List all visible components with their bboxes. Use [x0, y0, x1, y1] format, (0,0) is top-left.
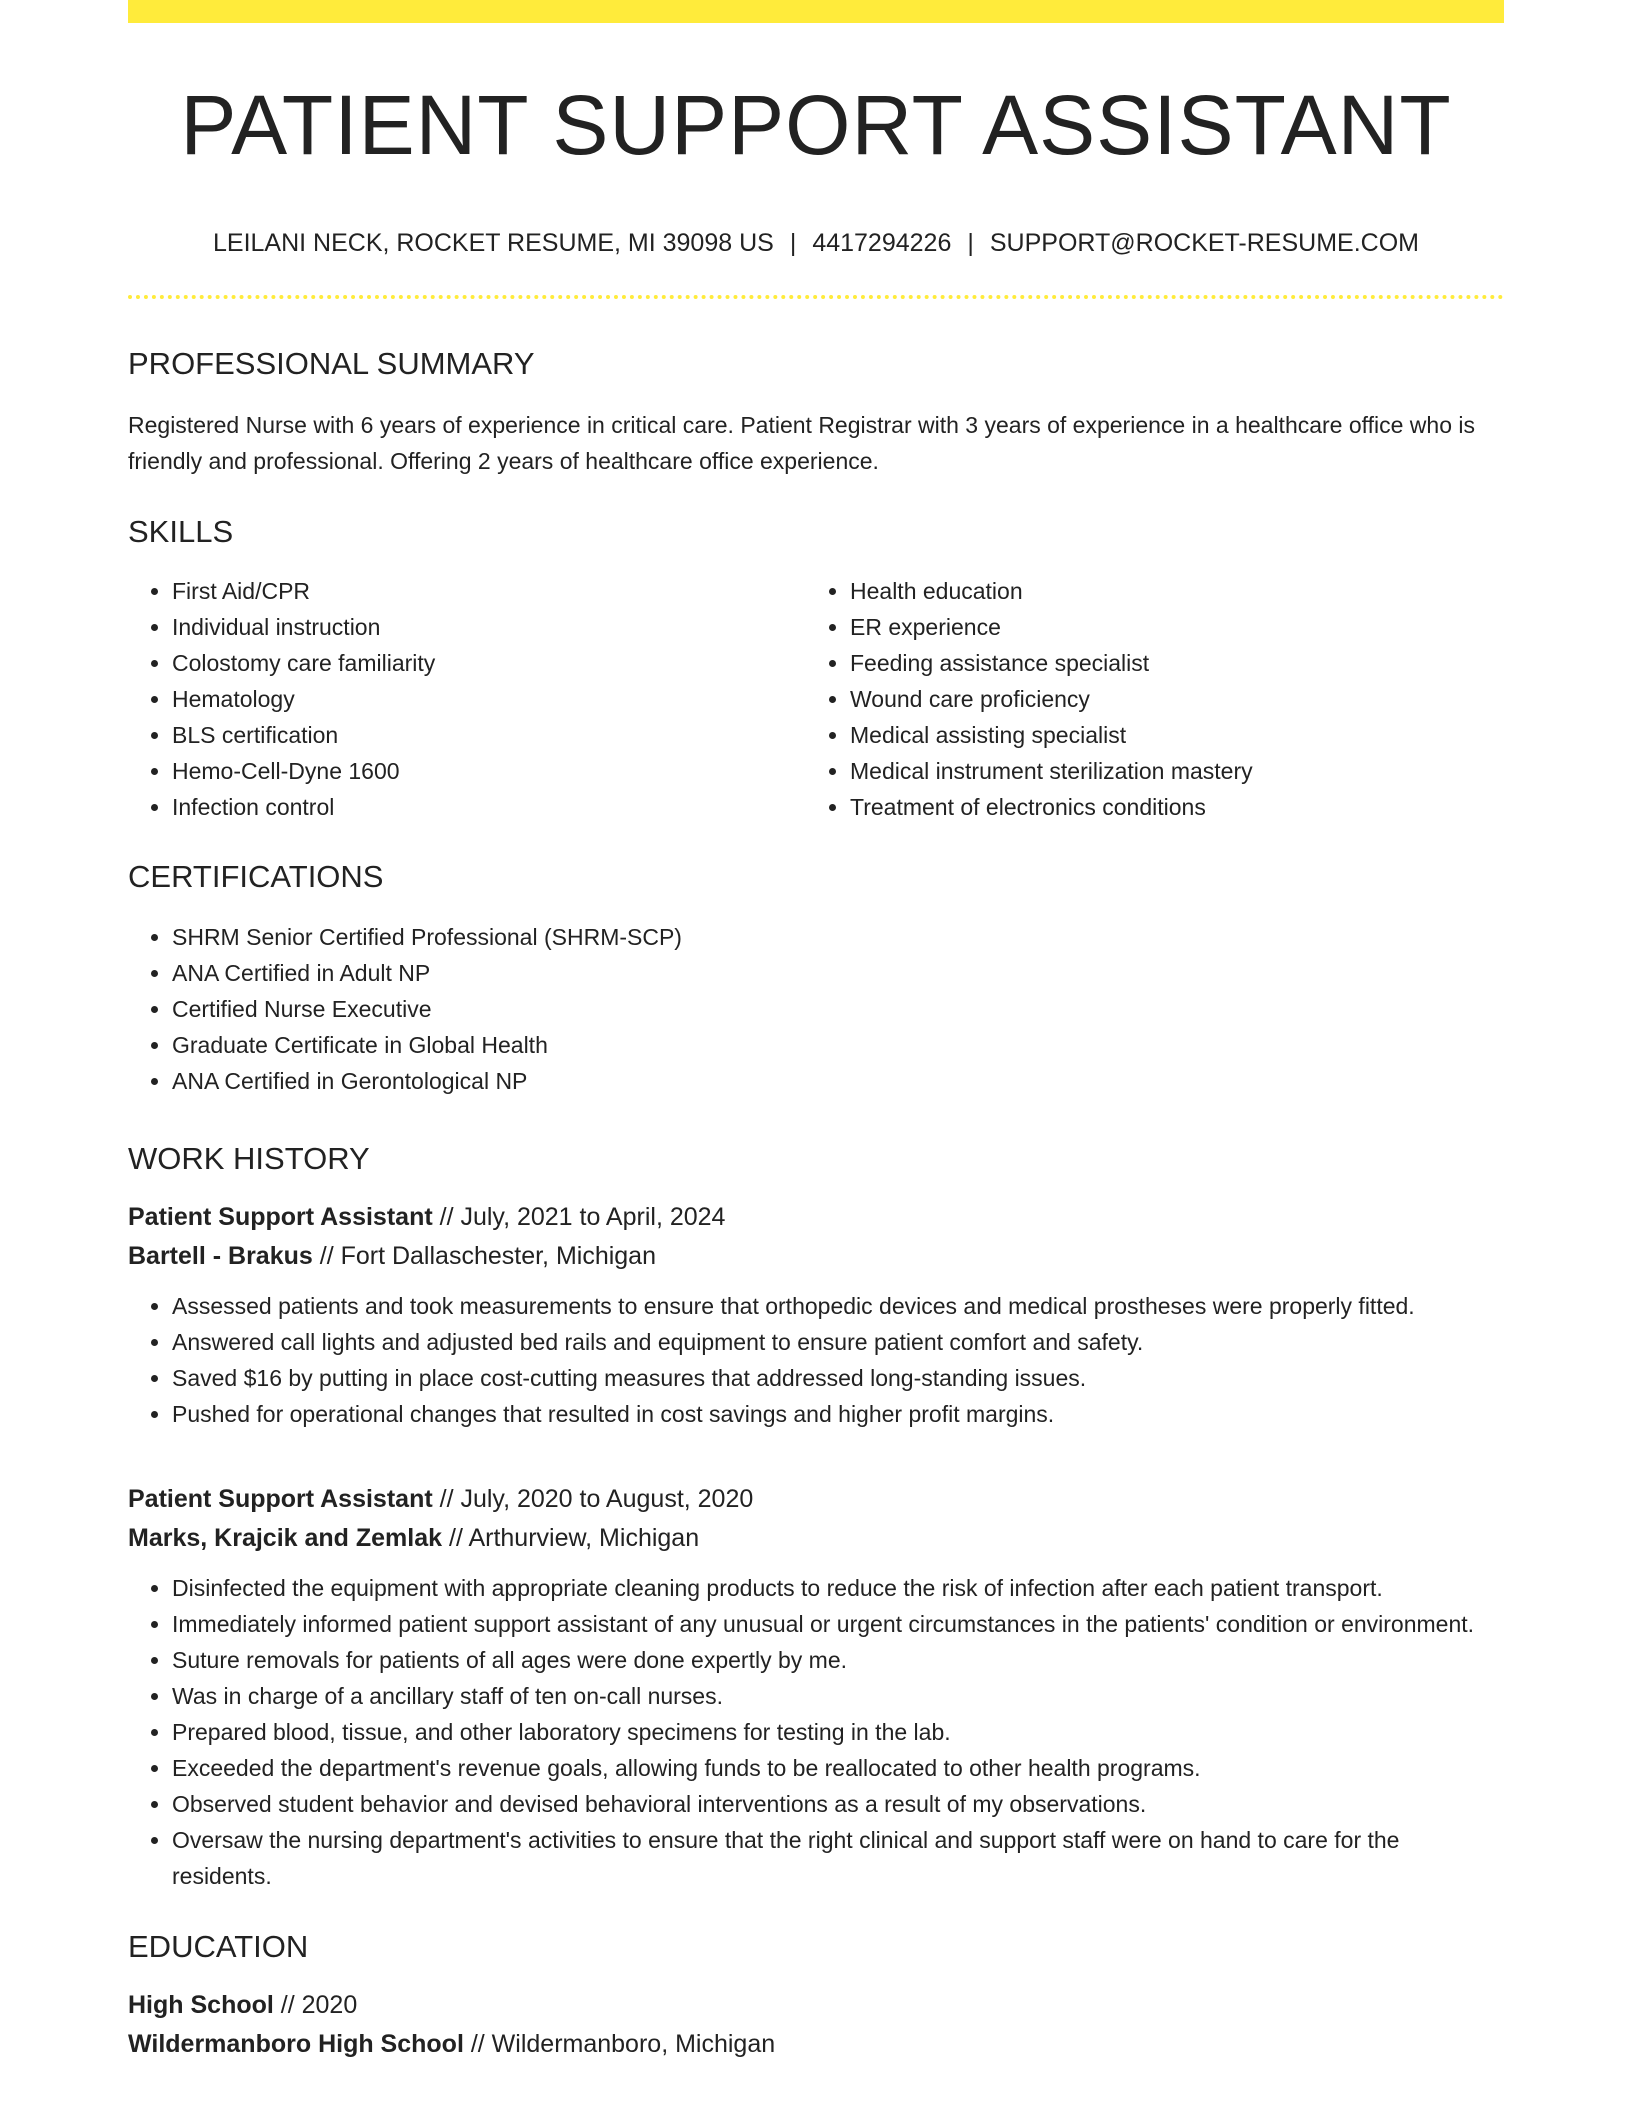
job-company-line [128, 1519, 1504, 1558]
skill-item: • Medical instrument sterilization mastery [850, 753, 1484, 789]
work-history-heading: WORK HISTORY [128, 1141, 370, 1176]
skill-item: • Infection control [172, 789, 806, 825]
certification-item: • ANA Certified in Adult NP [172, 955, 1504, 991]
job-bullet: • Saved $16 by putting in place cost-cutting measures that addressed long-standing issues. [172, 1360, 1504, 1396]
certifications-heading: CERTIFICATIONS [128, 859, 384, 894]
resume-page [128, 0, 1504, 2064]
job-role: Patient Support Assistant [128, 1485, 433, 1513]
summary-heading: PROFESSIONAL SUMMARY [128, 346, 535, 381]
job-bullet: • Assessed patients and took measurements to ensure that orthopedic devices and medical prostheses were properly fitted. [172, 1288, 1504, 1324]
contact-line [128, 231, 1504, 256]
job-company: Marks, Krajcik and Zemlak [128, 1524, 443, 1552]
job-bullets [128, 1288, 1504, 1432]
job-location: // Arthurview, Michigan [449, 1524, 700, 1552]
contact-address: LEILANI NECK, ROCKET RESUME, MI 39098 US [212, 229, 774, 257]
skill-item: • BLS certification [172, 717, 806, 753]
certifications-list [128, 919, 1504, 1099]
job-bullet: • Was in charge of a ancillary staff of ten on-call nurses. [172, 1678, 1504, 1714]
education-degree-line [128, 1986, 1504, 2025]
skill-item: • Medical assisting specialist [850, 717, 1484, 753]
job-bullet: • Observed student behavior and devised behavioral interventions as a result of my observations. [172, 1786, 1504, 1822]
skill-item: • Treatment of electronics conditions [850, 789, 1484, 825]
job-title-line [128, 1480, 1504, 1519]
resume-title: PATIENT SUPPORT ASSISTANT [180, 78, 1452, 172]
skill-item: • First Aid/CPR [172, 573, 806, 609]
skill-item: • Individual instruction [172, 609, 806, 645]
certification-item: • Graduate Certificate in Global Health [172, 1027, 1504, 1063]
job-bullet: • Immediately informed patient support assistant of any unusual or urgent circumstances in the patients' condition or environment. [172, 1606, 1504, 1642]
skill-item: • Feeding assistance specialist [850, 645, 1484, 681]
skill-item: • Hematology [172, 681, 806, 717]
certification-item: • Certified Nurse Executive [172, 991, 1504, 1027]
job-bullet: • Pushed for operational changes that resulted in cost savings and higher profit margins. [172, 1396, 1504, 1432]
job-company: Bartell - Brakus [128, 1242, 313, 1270]
contact-separator: | [789, 229, 797, 257]
skills-heading: SKILLS [128, 514, 234, 549]
job-company-line [128, 1237, 1504, 1276]
certification-item: • SHRM Senior Certified Professional (SHRM-SCP) [172, 919, 1504, 955]
job-bullets [128, 1570, 1504, 1894]
accent-top-bar [128, 0, 1504, 23]
job-dates: // July, 2021 to April, 2024 [439, 1203, 726, 1231]
job-bullet: • Exceeded the department's revenue goals, allowing funds to be reallocated to other health programs. [172, 1750, 1504, 1786]
skill-item: • Hemo-Cell-Dyne 1600 [172, 753, 806, 789]
education-school: Wildermanboro High School [128, 2030, 464, 2058]
summary-text: Registered Nurse with 6 years of experience in critical care. Patient Registrar with 3 years of experience in a healthcare office who is friendly and professional. Offering 2 years of healthcare office experience. [128, 412, 1476, 474]
education-heading: EDUCATION [128, 1929, 309, 1964]
job-bullet: • Suture removals for patients of all ages were done expertly by me. [172, 1642, 1504, 1678]
job-dates: // July, 2020 to August, 2020 [439, 1485, 754, 1513]
skill-item: • ER experience [850, 609, 1484, 645]
job-bullet: • Answered call lights and adjusted bed rails and equipment to ensure patient comfort and safety. [172, 1324, 1504, 1360]
dotted-divider [128, 295, 1504, 299]
job-role: Patient Support Assistant [128, 1203, 433, 1231]
contact-phone: 4417294226 [812, 229, 952, 257]
contact-email: SUPPORT@ROCKET-RESUME.COM [989, 229, 1419, 257]
education-year: // 2020 [280, 1991, 358, 2019]
skill-item: • Colostomy care familiarity [172, 645, 806, 681]
contact-separator: | [967, 229, 974, 257]
education-degree: High School [128, 1991, 274, 2019]
job-title-line [128, 1198, 1504, 1237]
job-bullet: • Prepared blood, tissue, and other laboratory specimens for testing in the lab. [172, 1714, 1504, 1750]
skills-columns [128, 573, 1504, 825]
skill-item: • Health education [850, 573, 1484, 609]
job-bullet: • Oversaw the nursing department's activities to ensure that the right clinical and support staff were on hand to care for the residents. [172, 1822, 1504, 1894]
job-bullet: • Disinfected the equipment with appropriate cleaning products to reduce the risk of infection after each patient transport. [172, 1570, 1504, 1606]
certification-item: • ANA Certified in Gerontological NP [172, 1063, 1504, 1099]
skills-left-list [128, 573, 806, 825]
skill-item: • Wound care proficiency [850, 681, 1484, 717]
education-school-line [128, 2025, 1504, 2064]
education-location: // Wildermanboro, Michigan [470, 2030, 776, 2058]
skills-right-list [806, 573, 1484, 825]
job-location: // Fort Dallaschester, Michigan [319, 1242, 656, 1270]
